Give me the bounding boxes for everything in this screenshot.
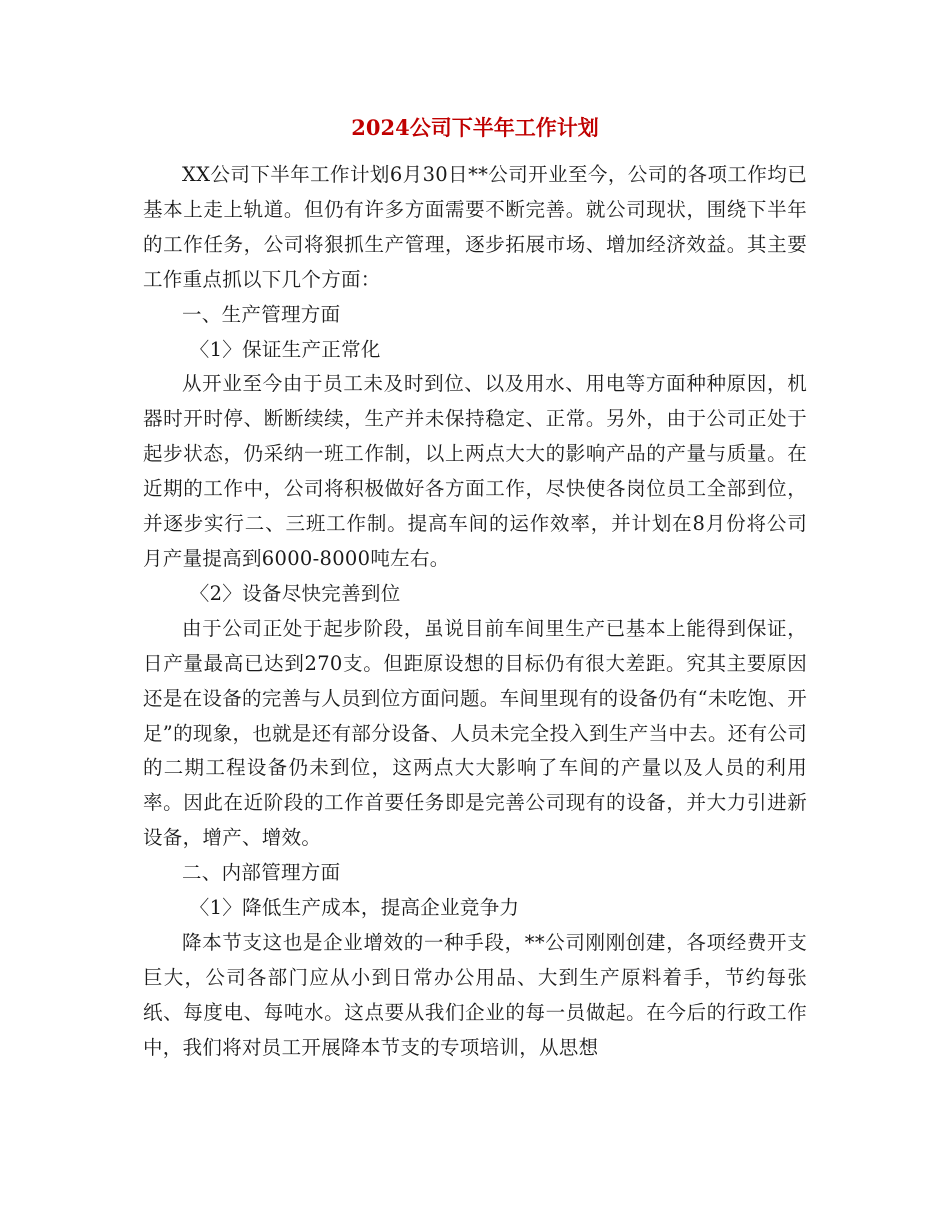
document-title: 2024公司下半年工作计划 [351,115,599,140]
section-heading-internal-management: 二、内部管理方面 [182,861,341,885]
subsection-heading-equipment: 〈2〉设备尽快完善到位 [189,581,401,605]
intro-paragraph: XX公司下半年工作计划6月30日**公司开业至今，公司的各项工作均已基本上走上轨道。但仍有许多方面需要不断完善。就公司现状，围绕下半年的工作任务，公司将狠抓生产管理，逐步拓展市场、增加经济效益。其主要工作重点抓以下几个方面： [143,163,807,291]
subsection-heading-cost-reduction: 〈1〉降低生产成本，提高企业竞争力 [189,896,520,920]
section-heading-production: 一、生产管理方面 [182,302,341,326]
body-paragraph: 由于公司正处于起步阶段，虽说目前车间里生产已基本上能得到保证，日产量最高已达到270支。但距原设想的目标仍有很大差距。究其主要原因还是在设备的完善与人员到位方面问题。车间里现有的设备仍有“未吃饱、开足”的现象，也就是还有部分设备、人员未完全投入到生产当中去。还有公司的二期工程设备仍未到位，这两点大大影响了车间的产量以及人员的利用率。因此在近阶段的工作首要任务即是完善公司现有的设备，并大力引进新设备，增产、增效。 [143,616,807,850]
body-paragraph: 从开业至今由于员工未及时到位、以及用水、用电等方面种种原因，机器时开时停、断断续续，生产并未保持稳定、正常。另外，由于公司正处于起步状态，仍采纳一班工作制，以上两点大大的影响产品的产量与质量。在近期的工作中，公司将积极做好各方面工作，尽快使各岗位员工全部到位，并逐步实行二、三班工作制。提高车间的运作效率，并计划在8月份将公司月产量提高到6000-8000吨左右。 [143,372,807,570]
document-body [143,158,807,1066]
body-paragraph: 降本节支这也是企业增效的一种手段，**公司刚刚创建，各项经费开支巨大，公司各部门应从小到日常办公用品、大到生产原料着手，节约每张纸、每度电、每吨水。这点要从我们企业的每一员做起。在今后的行政工作中，我们将对员工开展降本节支的专项培训，从思想 [143,930,807,1059]
subsection-heading-normal-production: 〈1〉保证生产正常化 [189,337,381,361]
